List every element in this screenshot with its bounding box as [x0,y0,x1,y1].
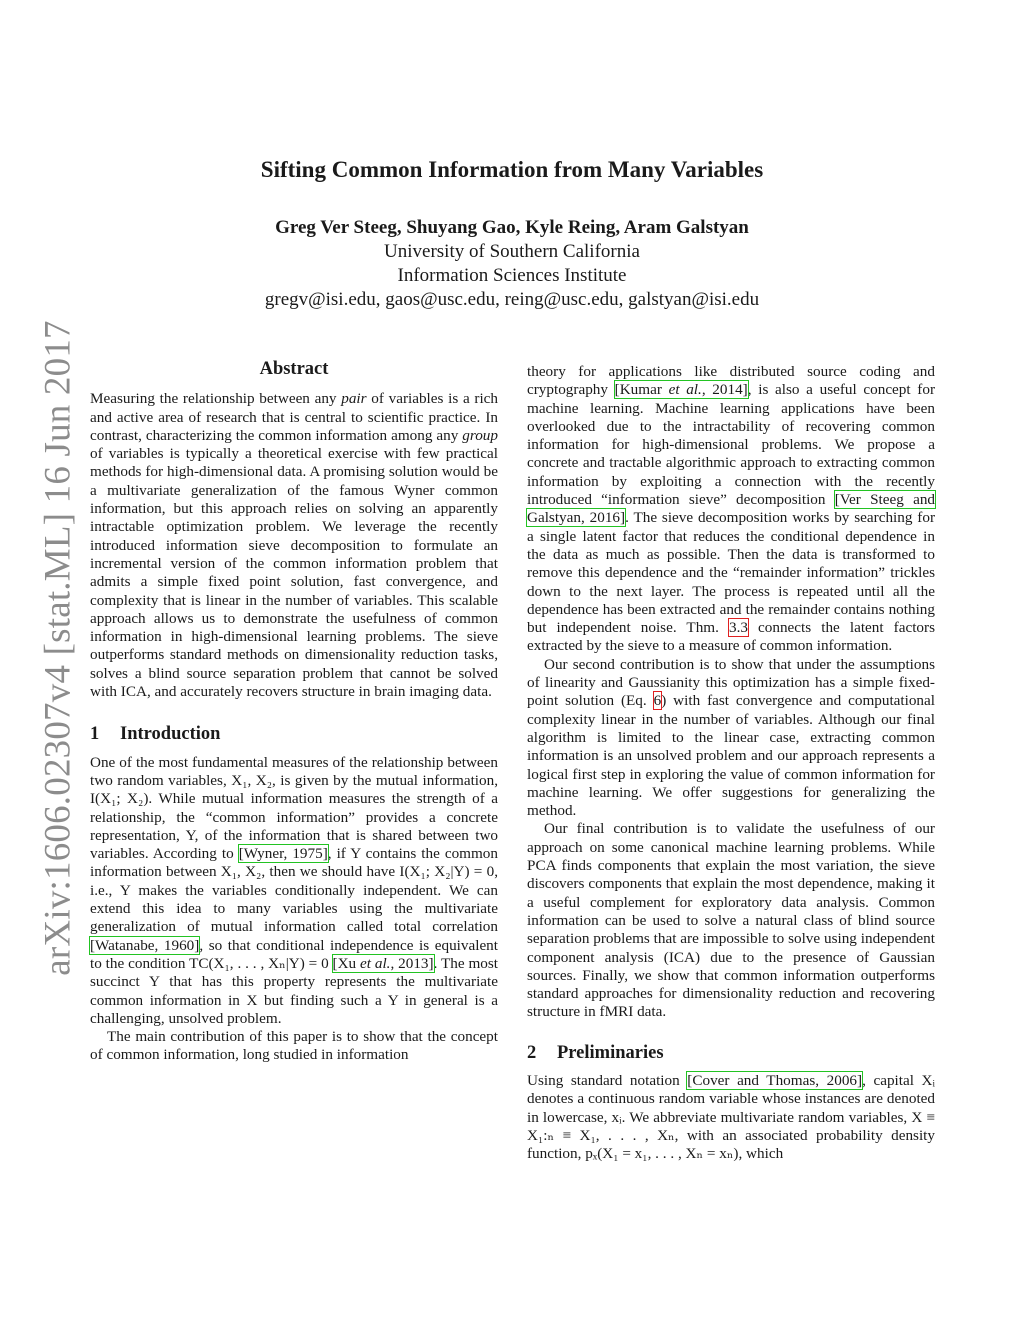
intro-paragraph-4: Our final contribution is to validate the usefulness of our approach on some canonical machine learning problems. While PCA finds components that explain the most variation, the sieve discovers components that explain the most dependence, making it a useful complement for exploratory data analysis. Common information can be used to solve a natural class of blind source separation problems that are impossible to solve using independent component analysis (ICA) due to the presence of Gaussian sources. Finally, we show that common information outperforms standard approaches for dimensionality reduction and recovering structure in fMRI data. [527,820,935,1021]
theorem-reference-link[interactable]: 3.3 [728,619,748,637]
abstract-heading: Abstract [259,359,329,379]
author-block [0,216,1024,312]
section-heading-introduction: 1 Introduction [90,724,221,745]
citation-kumar-2014[interactable]: [Kumar et al., 2014] [614,381,748,399]
abstract-text: Measuring the relationship between any pair of variables is a rich and active area of research that is central to scientific practice. In contrast, characterizing the common information among any group of variables is typically a theoretical exercise with few practical methods for high-dimensional data. A promising solution would be a multivariate generalization of the famous Wyner common information, but this approach relies on solving an apparently intractable optimization problem. We leverage the recently introduced information sieve decomposition to formulate an incremental version of the common information problem that admits a simple fixed point solution, fast convergence, and complexity that is linear in the number of variables. This scalable approach allows us to demonstrate the usefulness of common information in high-dimensional learning problems. The sieve outperforms standard methods on dimensionality reduction tasks, solves a blind source separation problem that cannot be solved with ICA, and accurately recovers structure in brain imaging data. [90,390,498,701]
author-emails: gregv@isi.edu, gaos@usc.edu, reing@usc.edu, galstyan@isi.edu [264,289,760,310]
left-column [90,360,498,1065]
affiliation-university: University of Southern California [384,241,640,262]
intro-paragraph-1: One of the most fundamental measures of the relationship between two random variables, X₁, X₂, is given by the mutual information, I(X₁; X₂). While mutual information measures the strength of a relationship, the “common information” provides a concrete representation, Y, of the information that is shared between two variables. According to [Wyner, 1975], if Y contains the common information between X₁, X₂, then we should have I(X₁; X₂|Y) = 0, i.e., Y makes the variables conditionally independent. We can extend this idea to many variables using the multivariate generalization of mutual information called total correlation [Watanabe, 1960], so that conditional independence is equivalent to the condition TC(X₁, . . . , Xₙ|Y) = 0 [Xu et al., 2013]. The most succinct Y that has this property represents the multivariate common information in X but finding such a Y in general is a challenging, unsolved problem. [90,753,499,1027]
affiliation-institute: Information Sciences Institute [397,265,627,286]
equation-reference-link[interactable]: 6 [653,692,662,710]
prelim-paragraph-1: Using standard notation [Cover and Thomas, 2006], capital Xᵢ denotes a continuous random variable whose instances are denoted in lowercase, xᵢ. We abbreviate multivariate random variables, X ≡ X₁:ₙ ≡ X₁, . . . , Xₙ, with an associated probability density function, pₓ(X₁ = x₁, . . . , Xₙ = xₙ), which [527,1071,935,1163]
intro-paragraph-2: The main contribution of this paper is to show that the concept of common information, long studied in information [90,1028,498,1064]
citation-cover-thomas-2006[interactable]: [Cover and Thomas, 2006] [687,1071,863,1089]
author-names: Greg Ver Steeg, Shuyang Gao, Kyle Reing, Aram Galstyan [275,217,749,238]
section-heading-preliminaries: 2 Preliminaries [527,1042,664,1063]
citation-wyner-1975[interactable]: [Wyner, 1975] [238,845,328,863]
arxiv-identifier: arXiv:1606.02307v4 [stat.ML] 16 Jun 2017 [37,320,79,976]
intro-paragraph-3: Our second contribution is to show that under the assumptions of linearity and Gaussianity this optimization has a simple fixed-point solution (Eq. 6) with fast convergence and computational complexity linear in the number of variables. Although our final algorithm is limited to the linear case, extracting common information is an unsolved problem and our approach represents a logical first step in exploring the value of common information for machine learning. We offer suggestions for generalizing the method. [527,655,935,820]
citation-versteeg-2016[interactable]: [Ver Steeg and Galstyan, 2016] [527,491,936,527]
citation-xu-2013[interactable]: [Xu et al., 2013] [332,954,434,972]
paper-title: Sifting Common Information from Many Variables [260,157,764,182]
citation-watanabe-1960[interactable]: [Watanabe, 1960] [90,936,200,954]
intro-paragraph-2-continued: theory for applications like distributed source coding and cryptography [Kumar et al., 2014], is also a useful concept for machine learning. Machine learning applications have been overlooked due to the intractability of recovering common information for high-dimensional problems. We propose a concrete and tractable algorithmic approach to extracting common information by exploiting a connection with the recently introduced “information sieve” decomposition [Ver Steeg and Galstyan, 2016]. The sieve decomposition works by searching for a single latent factor that reduces the conditional dependence in the data as much as possible. Then the data is transformed to remove this dependence and the “remainder information” trickles down to the next layer. The process is repeated until all the dependence has been extracted and the remainder contains nothing but independent noise. Thm. 3.3 connects the latent factors extracted by the sieve to a measure of common information. [527,363,936,655]
right-column [527,363,935,1163]
